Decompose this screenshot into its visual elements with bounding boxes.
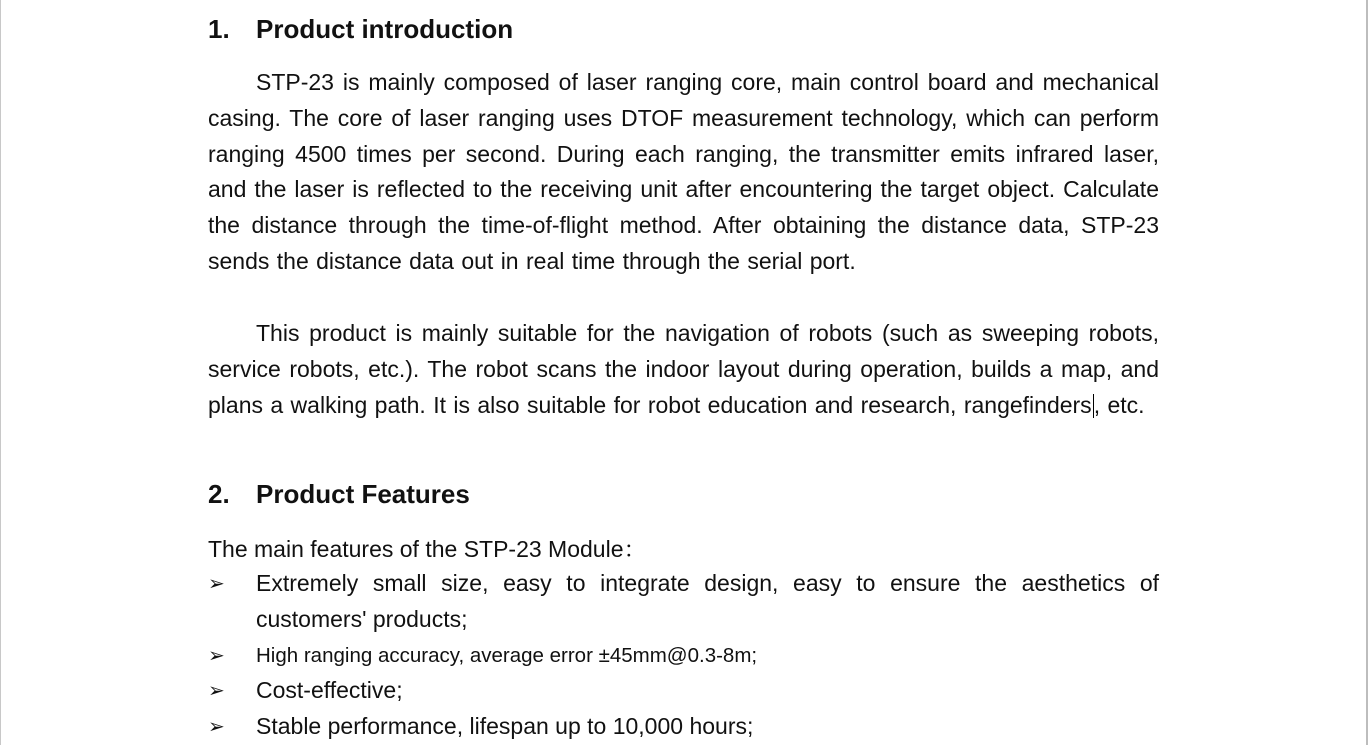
list-item xyxy=(208,566,1159,638)
page-left-edge xyxy=(0,0,1,745)
feature-text: Cost-effective; xyxy=(256,677,403,704)
list-item xyxy=(208,638,1159,674)
section-heading-product-features xyxy=(208,479,470,509)
section-title: Product Features xyxy=(256,479,470,509)
feature-text: High ranging accuracy, average error ±45mm@0.3-8m; xyxy=(256,643,758,667)
section-heading-product-introduction xyxy=(208,14,513,44)
section-title: Product introduction xyxy=(256,14,514,44)
feature-text: Extremely small size, easy to integrate design, easy to ensure the aesthetics of customers' products; xyxy=(256,570,1159,632)
intro-paragraph: STP-23 is mainly composed of laser ranging core, main control board and mechanical casing. The core of laser ranging uses DTOF measurement technology, which can perform ranging 4500 times per second. During each ranging, the transmitter emits infrared laser, and the laser is reflected to the receiving unit after encountering the target object. Calculate the distance through the time-of-flight method. After obtaining the distance data, STP-23 sends the distance data out in real time through the serial port. xyxy=(208,69,1159,274)
arrowhead-bullet-icon: ➢ xyxy=(208,714,225,739)
arrowhead-bullet-icon: ➢ xyxy=(208,642,225,667)
paragraph-text-tail: , etc. xyxy=(1093,391,1145,418)
feature-text: Stable performance, lifespan up to 10,000 hours; xyxy=(256,713,754,740)
arrowhead-bullet-icon: ➢ xyxy=(208,678,225,703)
features-list xyxy=(208,566,1159,745)
application-paragraph xyxy=(208,316,1159,423)
list-item xyxy=(208,709,1159,745)
section-number: 2. xyxy=(208,479,230,509)
paragraph-text: This product is mainly suitable for the navigation of robots (such as sweeping robots, service robots, etc.). The robot scans the indoor layout during operation, builds a map, and plans a walking path. It is also suitable for robot education and research, rangefinders xyxy=(208,320,1159,418)
features-intro: The main features of the STP-23 Module： xyxy=(208,536,647,562)
arrowhead-bullet-icon: ➢ xyxy=(208,571,225,595)
list-item xyxy=(208,673,1159,709)
section-number: 1. xyxy=(208,14,230,44)
